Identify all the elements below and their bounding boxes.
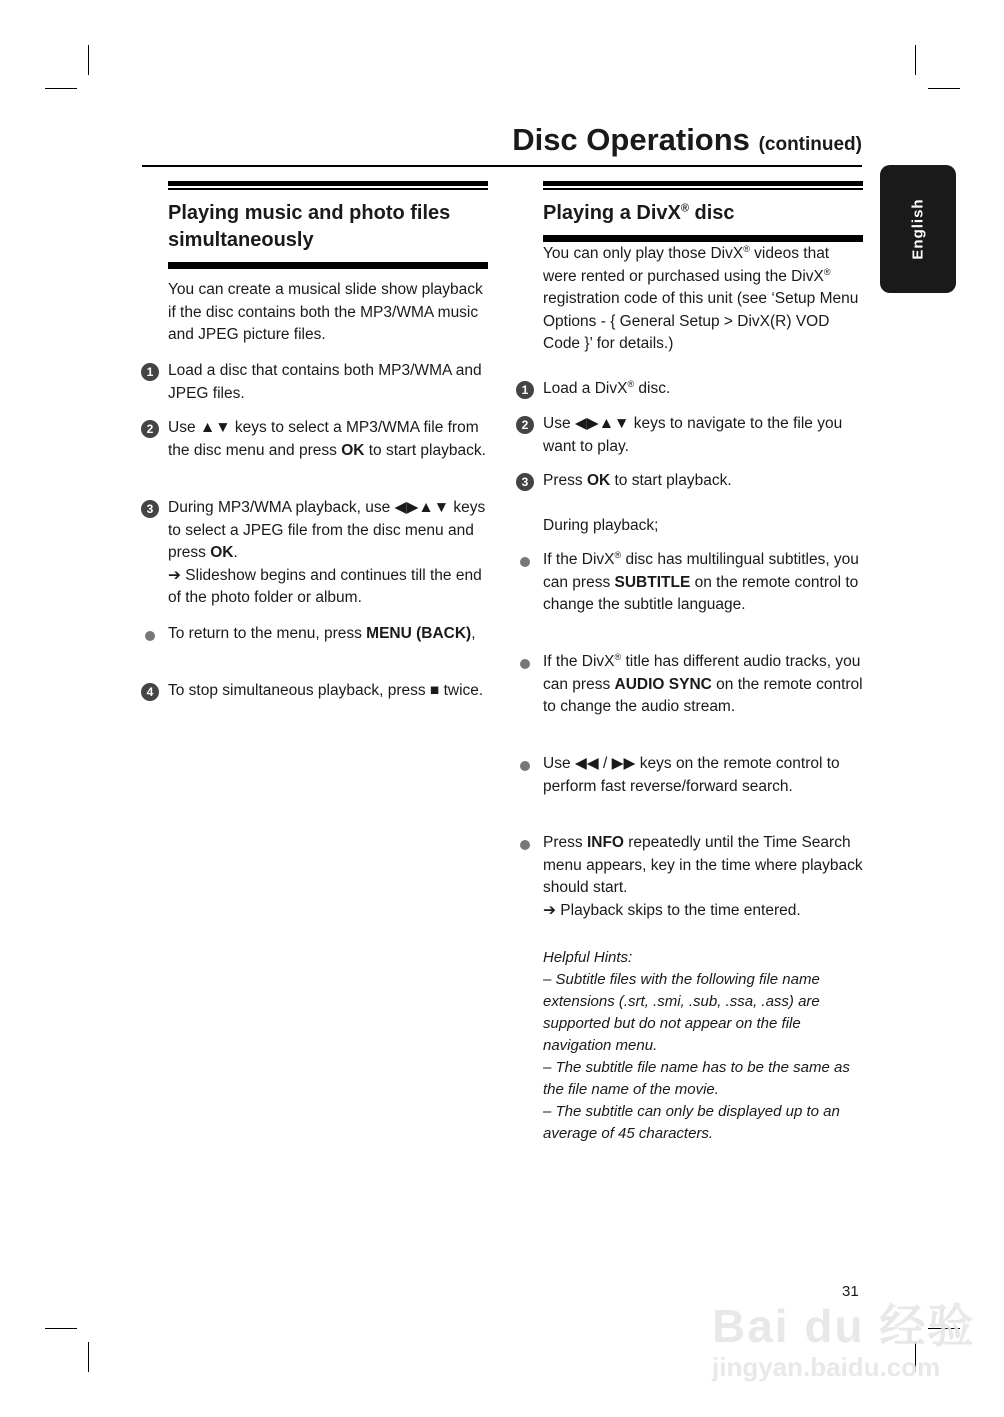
bullet-item (543, 549, 863, 617)
bullet-item (168, 623, 488, 646)
bullet-icon (520, 659, 530, 669)
text: To stop simultaneous playback, press ■ twice. (168, 682, 484, 699)
text: . (233, 544, 238, 561)
language-tab-label: English (909, 198, 927, 260)
title-rule (142, 165, 862, 167)
bullet-icon (520, 840, 530, 850)
rule (543, 181, 863, 186)
paragraph (543, 515, 863, 538)
text: to start playback. (364, 441, 486, 459)
text: ➔ Playback skips to the time entered. (543, 901, 801, 919)
step-number-icon: 2 (516, 416, 534, 434)
text: ® (627, 378, 635, 389)
key-label: OK (341, 441, 365, 459)
watermark (712, 1290, 975, 1383)
key-label: OK (586, 472, 611, 489)
step-number-icon: 2 (141, 420, 159, 438)
crop-mark (928, 88, 960, 89)
text: disc has multilingual subtitles, you can press (543, 551, 859, 591)
rule (168, 264, 488, 269)
page-title (512, 122, 862, 158)
bullet-icon (145, 631, 155, 641)
text: repeatedly until the Time Search menu appears, key in the time where playback should start. (543, 834, 863, 896)
right-section-header (543, 181, 863, 242)
text: – The subtitle file name has to be the same as the file name of the movie. (543, 1059, 850, 1098)
text: , (471, 625, 476, 642)
text: Helpful Hints: (543, 949, 633, 966)
key-label: MENU (BACK) (366, 625, 472, 642)
key-label: INFO (586, 834, 624, 851)
text: – The subtitle can only be displayed up to an average of 45 characters. (543, 1103, 840, 1142)
text: ® (743, 243, 750, 254)
paragraph (543, 243, 863, 356)
text: During playback; (543, 517, 659, 534)
text: Load a disc that contains both MP3/WMA and JPEG files. (168, 362, 482, 402)
text: ® (614, 651, 622, 662)
helpful-hints (543, 947, 863, 1145)
heading-text: Playing a DivX (543, 202, 681, 224)
key-label: AUDIO SYNC (614, 675, 712, 693)
step-item (521, 413, 863, 458)
text: videos that were rented or purchased using the DivX (543, 245, 830, 285)
text: To return to the menu, press (168, 625, 367, 642)
step-number-icon: 1 (141, 363, 159, 381)
rule (543, 188, 863, 190)
step-number-icon: 4 (141, 683, 159, 701)
step-item (521, 470, 863, 493)
text: If the DivX (543, 551, 615, 568)
text: Use ◀▶▲▼ keys to navigate to the file you want to play. (543, 415, 843, 455)
watermark-brand: Bai du 经验 (712, 1300, 976, 1352)
text: You can only play those DivX (543, 245, 744, 262)
rule (543, 237, 863, 242)
text: – Subtitle files with the following file name extensions (.srt, .smi, .sub, .ssa, .ass) are supported but do not appear on the file navigation menu. (543, 971, 820, 1054)
text: to start playback. (610, 472, 732, 489)
language-tab (880, 165, 956, 293)
text: disc. (634, 380, 671, 397)
step-item (146, 417, 488, 462)
bullet-item (543, 651, 863, 719)
crop-mark (45, 88, 77, 89)
section-heading (543, 200, 863, 227)
rule (168, 188, 488, 190)
bullet-icon (520, 557, 530, 567)
text: Load a DivX (543, 380, 628, 397)
rule (168, 181, 488, 186)
text: ➔ Slideshow begins and continues till the end of the photo folder or album. (168, 566, 482, 606)
text: Press (543, 472, 587, 489)
text: If the DivX (543, 653, 615, 670)
text: on the remote control to change the subtitle language. (543, 573, 859, 613)
section-intro: You can create a musical slide show playback if the disc contains both the MP3/WMA music and JPEG picture files. (168, 281, 483, 343)
key-label: OK (210, 544, 234, 561)
page-number: 31 (842, 1283, 859, 1300)
key-label: SUBTITLE (614, 573, 691, 591)
step-number-icon: 1 (516, 381, 534, 399)
crop-mark (88, 1342, 89, 1372)
left-section-header (168, 181, 488, 347)
text: During MP3/WMA playback, use ◀▶▲▼ keys to select a JPEG file from the disc menu and press (168, 499, 486, 561)
crop-mark (88, 45, 89, 75)
bullet-item (543, 832, 863, 922)
title-text: Disc Operations (512, 122, 750, 157)
text: on the remote control to change the audio stream. (543, 675, 863, 715)
step-number-icon: 3 (141, 500, 159, 518)
text: registration code of this unit (see ‘Setup Menu Options - { General Setup > DivX(R) VOD Code }’ for details.) (543, 290, 859, 352)
step-number-icon: 3 (516, 473, 534, 491)
text: title has different audio tracks, you can press (543, 653, 861, 693)
heading-sup: ® (680, 202, 689, 215)
title-continued: (continued) (758, 134, 862, 155)
step-item (146, 680, 488, 703)
section-heading: Playing music and photo files simultaneously (168, 202, 451, 251)
heading-text-end: disc (688, 202, 735, 224)
text: Use ▲▼ keys to select a MP3/WMA file from the disc menu and press (168, 419, 479, 459)
bullet-item (543, 753, 863, 798)
watermark-url: jingyan.baidu.com (712, 1352, 941, 1382)
text: ® (823, 266, 831, 277)
bullet-icon (520, 761, 530, 771)
crop-mark (45, 1328, 77, 1329)
text: ® (614, 549, 622, 560)
step-item (521, 378, 863, 401)
crop-mark (915, 45, 916, 75)
text: Use ◀◀ / ▶▶ keys on the remote control to perform fast reverse/forward search. (543, 755, 840, 795)
step-item (146, 360, 488, 405)
step-item (146, 497, 488, 610)
text: Press (543, 834, 587, 851)
